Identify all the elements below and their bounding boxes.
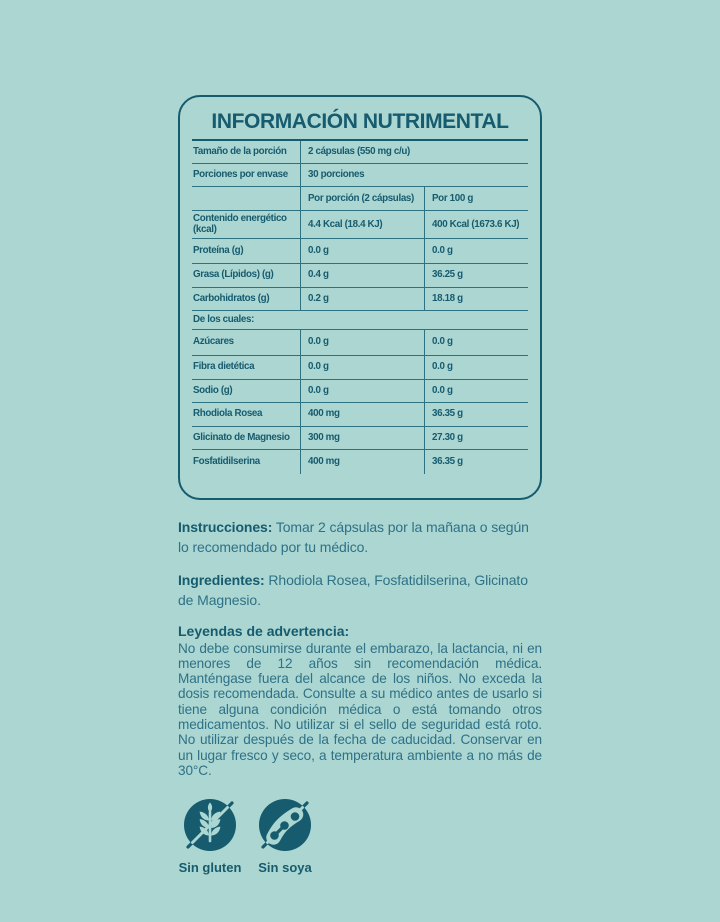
ingredients-body: Rhodiola Rosea, Fosfatidilserina, Glicinato de Magnesio. — [178, 571, 528, 608]
row-value-per-100g: 36.35 g — [424, 450, 528, 474]
no-soy-icon — [253, 793, 317, 857]
table-row — [192, 356, 528, 380]
row-value-per-serving: 0.0 g — [300, 380, 424, 402]
table-row-serving-size — [192, 141, 528, 164]
badge-label-sin-gluten: Sin gluten — [178, 860, 242, 876]
table-row — [192, 288, 528, 311]
row-value-per-serving: 400 mg — [300, 403, 424, 426]
nutrition-facts-card — [178, 95, 542, 500]
table-row — [192, 427, 528, 450]
table-row-servings-per-container — [192, 164, 528, 187]
row-value-per-serving: 0.4 g — [300, 264, 424, 287]
row-label: Fibra dietética — [193, 361, 255, 373]
column-header-per-100g: Por 100 g — [424, 187, 528, 210]
row-value-per-100g: 0.0 g — [424, 356, 528, 379]
row-label: Glicinato de Magnesio — [193, 431, 290, 443]
row-value: 30 porciones — [300, 164, 528, 186]
table-row — [192, 330, 528, 356]
row-value: 2 cápsulas (550 mg c/u) — [300, 141, 528, 163]
table-row — [192, 450, 528, 474]
row-label: Fosfatidilserina — [193, 455, 260, 467]
table-row — [192, 211, 528, 239]
row-value-per-100g: 27.30 g — [424, 427, 528, 449]
row-label: Contenido energético (kcal) — [193, 213, 287, 236]
table-subsection-row — [192, 311, 528, 330]
row-label: Rhodiola Rosea — [193, 408, 263, 420]
table-row — [192, 264, 528, 288]
badge-sin-gluten — [178, 793, 242, 875]
row-value-per-serving: 4.4 Kcal (18.4 KJ) — [300, 211, 424, 238]
instructions-label: Instrucciones: — [178, 518, 273, 535]
row-label: Porciones por envase — [193, 169, 288, 181]
row-value-per-100g: 18.18 g — [424, 288, 528, 310]
instructions-text — [178, 517, 542, 557]
ingredients-text — [178, 570, 542, 610]
warnings-body: No debe consumirse durante el embarazo, la lactancia, ni en menores de 12 años sin recomendación médica. Manténgase fuera del alcance de los niños. No exceda la dosis recomendada. Consulte a su médico antes de usarlo si tiene alguna condición médica o está tomando otros medicamentos. No utilizar si el sello de seguridad está roto. No utilizar después de la fecha de caducidad. Conservar en un lugar fresco y seco, a temperatura ambiente a no más de 30°C. — [178, 640, 542, 778]
row-label: Azúcares — [193, 336, 234, 348]
instructions-body: Tomar 2 cápsulas por la mañana o según lo recomendado por tu médico. — [178, 518, 529, 555]
row-label: Tamaño de la porción — [193, 146, 287, 158]
row-value-per-serving: 0.0 g — [300, 356, 424, 379]
table-row — [192, 403, 528, 427]
row-value-per-100g: 36.35 g — [424, 403, 528, 426]
row-label: Carbohidratos (g) — [193, 292, 270, 304]
warnings-section — [178, 623, 542, 779]
warnings-label: Leyendas de advertencia: — [178, 622, 350, 639]
badge-sin-soya — [253, 793, 317, 875]
row-value-per-100g: 36.25 g — [424, 264, 528, 287]
row-value-per-serving: 0.2 g — [300, 288, 424, 310]
no-gluten-icon — [178, 793, 242, 857]
ingredients-label: Ingredientes: — [178, 571, 265, 588]
row-value-per-serving: 0.0 g — [300, 239, 424, 263]
row-value-per-100g: 0.0 g — [424, 239, 528, 263]
row-value-per-serving: 0.0 g — [300, 330, 424, 355]
badges-row — [178, 793, 542, 875]
row-value-per-100g: 400 Kcal (1673.6 KJ) — [424, 211, 528, 238]
row-value-per-serving: 300 mg — [300, 427, 424, 449]
empty-cell — [192, 197, 300, 201]
badge-label-sin-soya: Sin soya — [258, 860, 312, 876]
label-content-column — [178, 0, 542, 875]
row-label: Grasa (Lípidos) (g) — [193, 269, 274, 281]
subsection-label: De los cuales: — [193, 313, 254, 325]
column-header-per-serving: Por porción (2 cápsulas) — [300, 187, 424, 210]
nutrition-title: INFORMACIÓN NUTRIMENTAL — [211, 110, 509, 133]
row-value-per-100g: 0.0 g — [424, 330, 528, 355]
table-row — [192, 239, 528, 264]
row-label: Proteína (g) — [193, 244, 244, 256]
table-header-row — [192, 187, 528, 211]
row-value-per-serving: 400 mg — [300, 450, 424, 474]
table-row — [192, 380, 528, 403]
row-label: Sodio (g) — [193, 384, 233, 396]
nutrition-table — [192, 139, 528, 474]
row-value-per-100g: 0.0 g — [424, 380, 528, 402]
